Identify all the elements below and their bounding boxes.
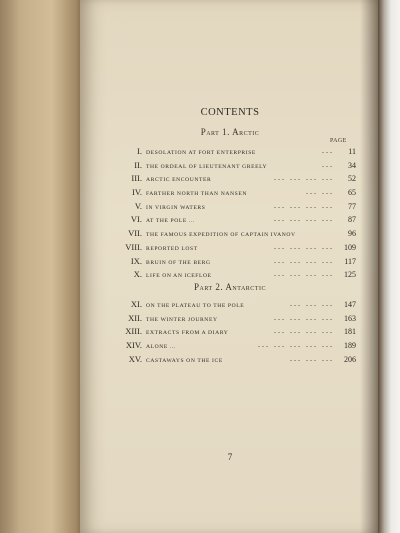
page-number: 11 (348, 147, 356, 156)
leader-dots: ... (322, 159, 334, 169)
edge-shadow (0, 0, 20, 533)
leader-dots: ... ... ... ... (274, 214, 334, 224)
page-column-label: PAGE (330, 138, 347, 144)
contents-title: CONTENTS (200, 107, 260, 118)
page-number: 181 (344, 327, 356, 337)
book-left-page-edge (0, 0, 86, 533)
page-number: 34 (348, 160, 356, 170)
page-number: 109 (344, 242, 356, 252)
chapter-title: THE ORDEAL OF LIEUTENANT GREELY (146, 163, 268, 170)
page-number: 65 (348, 188, 356, 198)
chapter-number: XV. (128, 353, 142, 364)
toc-row[interactable] (100, 214, 356, 228)
toc-row[interactable] (100, 160, 356, 174)
chapter-title: ALONE ... (146, 344, 176, 351)
leader-dots: ... ... ... ... (274, 312, 334, 322)
toc-row[interactable] (100, 340, 356, 354)
chapter-title: CASTAWAYS ON THE ICE (146, 357, 223, 364)
toc-row[interactable] (100, 256, 356, 270)
chapter-title: THE FAMOUS EXPEDITION OF CAPTAIN IVANOV (146, 232, 296, 239)
chapter-title: REPORTED LOST (146, 245, 198, 252)
leader-dots: ... ... ... (290, 353, 334, 363)
page-number: 77 (348, 201, 356, 211)
page-number: 87 (348, 215, 356, 225)
page-number: 189 (344, 341, 356, 351)
chapter-number: VII. (128, 228, 142, 239)
chapter-number: VI. (130, 214, 142, 225)
page-number: 52 (348, 174, 356, 184)
toc-row[interactable] (100, 299, 356, 313)
chapter-title: ON THE PLATEAU TO THE POLE (146, 303, 245, 309)
toc-row[interactable] (100, 146, 356, 160)
chapter-number: VIII. (125, 241, 142, 252)
chapter-number: XI. (130, 299, 142, 309)
book-right-edge (378, 0, 400, 533)
chapter-number: XIII. (125, 326, 142, 337)
chapter-title: BRUIN OF THE BERG (146, 259, 211, 266)
chapter-number: V. (134, 200, 142, 211)
part-2-heading: Part 2. Antarctic (194, 282, 266, 292)
chapter-number: I. (137, 146, 142, 156)
page-number: 206 (344, 354, 356, 364)
leader-dots: ... ... ... ... (274, 173, 334, 183)
chapter-title: AT THE POLE ... (146, 218, 195, 225)
chapter-title: EXTRACTS FROM A DIARY (146, 330, 229, 337)
chapter-number: IV. (132, 187, 142, 198)
page-number: 125 (344, 270, 356, 280)
toc-row[interactable] (100, 187, 356, 201)
leader-dots: ... ... ... ... (274, 241, 334, 251)
page-number: 96 (348, 229, 356, 239)
chapter-number: XIV. (125, 340, 142, 351)
leader-dots: ... ... ... ... (274, 255, 334, 265)
page-folio: 7 (227, 452, 233, 462)
toc-part-2 (100, 299, 356, 367)
leader-dots: ... ... ... ... (274, 269, 334, 279)
chapter-title: LIFE ON AN ICEFLOE (146, 273, 212, 280)
chapter-number: X. (133, 269, 142, 280)
chapter-title: ARCTIC ENCOUNTER (146, 177, 212, 184)
chapter-title: FARTHER NORTH THAN NANSEN (146, 191, 247, 198)
chapter-number: XII. (128, 312, 142, 323)
leader-dots: ... ... ... ... (274, 200, 334, 210)
leader-dots: ... ... ... (290, 299, 334, 308)
leader-dots: ... ... ... ... ... (258, 340, 334, 350)
toc-row[interactable] (100, 228, 356, 242)
page-number: 163 (344, 313, 356, 323)
chapter-title: THE WINTER JOURNEY (146, 316, 218, 323)
toc-row[interactable] (100, 173, 356, 187)
chapter-number: III. (131, 173, 142, 184)
page-number: 117 (344, 256, 356, 266)
toc-part-1 (100, 146, 356, 283)
chapter-number: IX. (130, 255, 142, 266)
leader-dots: ... ... ... ... (274, 326, 334, 336)
toc-row[interactable] (100, 326, 356, 340)
toc-row[interactable] (100, 354, 356, 368)
toc-row[interactable] (100, 269, 356, 283)
leader-dots: ... ... (306, 187, 334, 197)
chapter-title: DESOLATION AT FORT ENTERPRISE (146, 150, 256, 156)
page-number: 147 (344, 300, 356, 309)
toc-row[interactable] (100, 201, 356, 215)
toc-row[interactable] (100, 313, 356, 327)
part-1-heading: Part 1. Arctic (200, 127, 260, 137)
toc-row[interactable] (100, 242, 356, 256)
chapter-title: IN VIRGIN WATERS (146, 204, 206, 211)
leader-dots: ... (322, 146, 334, 155)
chapter-number: II. (134, 159, 142, 170)
